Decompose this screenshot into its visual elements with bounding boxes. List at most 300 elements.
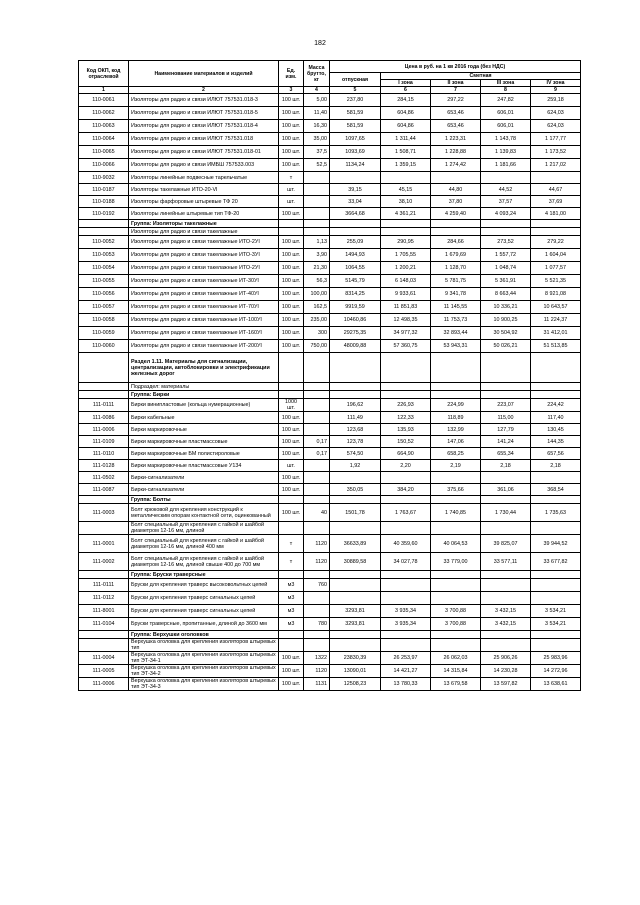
item-unit: 100 шт. <box>279 340 304 353</box>
zone2-price: 37,80 <box>431 196 481 208</box>
item-name: Бирки кабельные <box>129 412 279 424</box>
zone3-price: 115,00 <box>481 412 531 424</box>
zone2-price: 653,46 <box>431 107 481 120</box>
item-code: 111-0087 <box>79 484 129 496</box>
item-code: 110-0057 <box>79 301 129 314</box>
item-mass: 1120 <box>304 553 330 571</box>
item-code: 110-0188 <box>79 196 129 208</box>
zone4-price: 144,35 <box>531 436 581 448</box>
item-name: Бирки маркировочные БМ полистироловые <box>129 448 279 460</box>
group-row <box>79 496 581 504</box>
group-name: Группа: Бруски траверсные <box>129 571 279 579</box>
empty-cell <box>79 220 129 228</box>
empty-cell <box>79 391 129 399</box>
release-price: 111,49 <box>330 412 381 424</box>
item-unit: 100 шт. <box>279 288 304 301</box>
zone1-price: 290,95 <box>381 236 431 249</box>
zone1-price: 9 933,61 <box>381 288 431 301</box>
zone4-price: 31 412,01 <box>531 327 581 340</box>
release-price: 48009,88 <box>330 340 381 353</box>
zone3-price: 5 361,91 <box>481 275 531 288</box>
item-name: Изоляторы для радио и связи ИЛЮТ 757531.018-4 <box>129 120 279 133</box>
zone4-price: 279,22 <box>531 236 581 249</box>
empty-cell <box>304 631 330 639</box>
empty-cell <box>481 228 531 236</box>
empty-cell <box>279 228 304 236</box>
item-unit: 100 шт. <box>279 412 304 424</box>
header-zone1: I зона <box>381 80 431 87</box>
empty-cell <box>330 571 381 579</box>
item-code: 111-0001 <box>79 535 129 553</box>
item-name: Изоляторы для радио и связи ИЛЮТ 757531.018-3 <box>129 94 279 107</box>
zone1-price: 3 935,34 <box>381 605 431 618</box>
empty-cell <box>79 353 129 383</box>
zone2-price: 1 223,31 <box>431 133 481 146</box>
item-mass: 1120 <box>304 665 330 678</box>
table-row <box>79 107 581 120</box>
group-row <box>79 220 581 228</box>
zone1-price: 3 935,34 <box>381 618 431 631</box>
item-name: Изоляторы фарфоровые штыревые ТФ 20 <box>129 196 279 208</box>
zone1-price: 664,90 <box>381 448 431 460</box>
empty-cell <box>481 631 531 639</box>
header-mass: Масса брутто, кг <box>304 61 330 87</box>
item-code: 111-0002 <box>79 553 129 571</box>
table-row <box>79 472 581 484</box>
item-mass: 0,17 <box>304 436 330 448</box>
item-name: Болт специальный для крепления с гайкой и шайбой диаметром 12-16 мм, длиной 400 мм <box>129 535 279 553</box>
item-name: Изоляторы для радио и связи такелажные ИТО-2УI <box>129 236 279 249</box>
item-name: Верхушка оголовка для крепления изоляторов штыревых тип ЭТ-34-1 <box>129 652 279 665</box>
item-name: Бирки маркировочные <box>129 424 279 436</box>
zone2-price: 1 128,70 <box>431 262 481 275</box>
zone3-price: 3 432,15 <box>481 618 531 631</box>
zone3-price <box>481 172 531 184</box>
empty-cell <box>330 383 381 391</box>
empty-cell <box>279 631 304 639</box>
header-estimate: Сметная <box>381 73 581 80</box>
zone3-price: 13 597,82 <box>481 678 531 691</box>
zone3-price <box>481 472 531 484</box>
item-mass: 300 <box>304 327 330 340</box>
item-code: 111-0086 <box>79 412 129 424</box>
item-unit: 100 шт. <box>279 208 304 220</box>
item-mass <box>304 196 330 208</box>
empty-cell <box>531 631 581 639</box>
zone3-price: 606,01 <box>481 107 531 120</box>
table-row <box>79 146 581 159</box>
empty-cell <box>531 383 581 391</box>
item-unit: шт. <box>279 460 304 472</box>
item-unit: 100 шт. <box>279 275 304 288</box>
release-price <box>330 592 381 605</box>
zone1-price: 1 359,15 <box>381 159 431 172</box>
empty-cell <box>279 391 304 399</box>
release-price: 9919,59 <box>330 301 381 314</box>
zone3-price: 1 143,78 <box>481 133 531 146</box>
table-row <box>79 460 581 472</box>
item-mass: 780 <box>304 618 330 631</box>
item-unit: 100 шт. <box>279 678 304 691</box>
item-name: Изоляторы для радио и связи такелажные ИТ-70УI <box>129 301 279 314</box>
release-price: 1,92 <box>330 460 381 472</box>
zone4-price <box>531 592 581 605</box>
zone1-price: 4 361,21 <box>381 208 431 220</box>
table-row <box>79 535 581 553</box>
zone3-price: 1 557,72 <box>481 249 531 262</box>
zone3-price: 39 825,07 <box>481 535 531 553</box>
item-unit: т <box>279 535 304 553</box>
empty-cell <box>481 391 531 399</box>
zone1-price: 384,20 <box>381 484 431 496</box>
zone1-price: 604,86 <box>381 107 431 120</box>
item-mass <box>304 592 330 605</box>
item-code: 110-0061 <box>79 94 129 107</box>
col-index: 7 <box>431 87 481 94</box>
subheading-name: Изоляторы для радио и связи такелажные <box>129 228 279 236</box>
zone3-price: 10 900,25 <box>481 314 531 327</box>
empty-cell <box>330 220 381 228</box>
zone2-price <box>431 472 481 484</box>
zone3-price: 141,24 <box>481 436 531 448</box>
zone2-price: 1 679,69 <box>431 249 481 262</box>
item-name: Бруски траверсные, пропитанные, длиной до 3600 мм <box>129 618 279 631</box>
item-mass: 52,5 <box>304 159 330 172</box>
col-index: 6 <box>381 87 431 94</box>
empty-cell <box>381 383 431 391</box>
item-code: 110-0053 <box>79 249 129 262</box>
zone3-price: 30 504,92 <box>481 327 531 340</box>
item-unit: 100 шт. <box>279 652 304 665</box>
empty-cell <box>79 228 129 236</box>
item-mass: 0,17 <box>304 448 330 460</box>
item-unit: 100 шт. <box>279 236 304 249</box>
zone1-price: 284,15 <box>381 94 431 107</box>
item-code: 110-0058 <box>79 314 129 327</box>
table-row <box>79 327 581 340</box>
item-mass: 760 <box>304 579 330 592</box>
zone3-price: 1 181,66 <box>481 159 531 172</box>
item-name: Болт специальный для крепления с гайкой и шайбой диаметром 12-16 мм, длиной свыше 400 до 700 мм <box>129 553 279 571</box>
zone2-price: 118,89 <box>431 412 481 424</box>
zone1-price <box>381 579 431 592</box>
subheading-row <box>79 228 581 236</box>
zone1-price: 12 498,35 <box>381 314 431 327</box>
empty-cell <box>279 353 304 383</box>
item-code: 110-0062 <box>79 107 129 120</box>
release-price <box>330 172 381 184</box>
zone2-price <box>431 592 481 605</box>
release-price: 1064,55 <box>330 262 381 275</box>
zone2-price: 33 779,00 <box>431 553 481 571</box>
zone1-price: 45,15 <box>381 184 431 196</box>
item-code: 110-9032 <box>79 172 129 184</box>
zone1-price <box>381 472 431 484</box>
empty-cell <box>79 571 129 579</box>
header-zone2: II зона <box>431 80 481 87</box>
table-row <box>79 412 581 424</box>
table-row <box>79 424 581 436</box>
zone4-price: 1 173,52 <box>531 146 581 159</box>
release-price: 1494,93 <box>330 249 381 262</box>
zone4-price: 130,45 <box>531 424 581 436</box>
item-name: Изоляторы для радио и связи ИЛЮТ 757531.018 <box>129 133 279 146</box>
section-name: Раздел 1.11. Материалы для сигнализации, централизации, автоблокировки и электрификации железных дорог <box>129 353 279 383</box>
table-row <box>79 172 581 184</box>
empty-cell <box>304 639 330 652</box>
item-name: Изоляторы для радио и связи ИЛЮТ 757531.018-01 <box>129 146 279 159</box>
empty-cell <box>431 383 481 391</box>
zone4-price: 1 077,57 <box>531 262 581 275</box>
item-code: 111-0003 <box>79 504 129 522</box>
zone4-price: 1 604,04 <box>531 249 581 262</box>
table-row <box>79 678 581 691</box>
zone4-price: 4 181,00 <box>531 208 581 220</box>
empty-cell <box>431 220 481 228</box>
release-price: 1501,78 <box>330 504 381 522</box>
zone1-price: 604,86 <box>381 120 431 133</box>
zone1-price: 1 200,21 <box>381 262 431 275</box>
item-mass: 750,00 <box>304 340 330 353</box>
col-index: 8 <box>481 87 531 94</box>
table-row <box>79 399 581 412</box>
item-code: 110-0052 <box>79 236 129 249</box>
table-row <box>79 504 581 522</box>
empty-cell <box>330 228 381 236</box>
item-code: 110-0055 <box>79 275 129 288</box>
header-zone3: III зона <box>481 80 531 87</box>
item-code: 110-0192 <box>79 208 129 220</box>
zone4-price: 624,03 <box>531 120 581 133</box>
release-price: 237,80 <box>330 94 381 107</box>
zone4-price: 224,42 <box>531 399 581 412</box>
col-index: 3 <box>279 87 304 94</box>
item-unit: 100 шт. <box>279 472 304 484</box>
empty-cell <box>304 383 330 391</box>
item-unit: м3 <box>279 579 304 592</box>
item-mass <box>304 484 330 496</box>
zone2-price: 3 700,88 <box>431 618 481 631</box>
zone2-price: 658,25 <box>431 448 481 460</box>
empty-cell <box>79 496 129 504</box>
table-row <box>79 288 581 301</box>
item-unit <box>279 522 304 535</box>
zone4-price: 11 224,37 <box>531 314 581 327</box>
zone3-price: 44,52 <box>481 184 531 196</box>
zone3-price <box>481 579 531 592</box>
item-unit: м3 <box>279 605 304 618</box>
item-name: Изоляторы линейные штыревые тип ТФ-20 <box>129 208 279 220</box>
zone2-price: 53 943,31 <box>431 340 481 353</box>
item-code: 111-0006 <box>79 424 129 436</box>
zone2-price: 147,06 <box>431 436 481 448</box>
zone4-price: 39 944,52 <box>531 535 581 553</box>
zone4-price: 51 513,85 <box>531 340 581 353</box>
zone1-price <box>381 522 431 535</box>
item-code: 110-0054 <box>79 262 129 275</box>
item-code: 111-0112 <box>79 592 129 605</box>
header-zone4: IV зона <box>531 80 581 87</box>
item-code: 111-0111 <box>79 399 129 412</box>
empty-cell <box>79 631 129 639</box>
empty-cell <box>431 631 481 639</box>
item-unit: 100 шт. <box>279 504 304 522</box>
item-name: Бирки-сигнализатели <box>129 472 279 484</box>
item-mass <box>304 605 330 618</box>
release-price: 123,78 <box>330 436 381 448</box>
header-name: Наименование материалов и изделий <box>129 61 279 87</box>
empty-cell <box>304 353 330 383</box>
table-row <box>79 665 581 678</box>
item-unit: 100 шт. <box>279 314 304 327</box>
release-price: 12508,23 <box>330 678 381 691</box>
zone2-price: 1 274,42 <box>431 159 481 172</box>
empty-cell <box>481 496 531 504</box>
empty-cell <box>531 496 581 504</box>
table-row <box>79 196 581 208</box>
item-name: Изоляторы для радио и связи такелажные ИТ-160УI <box>129 327 279 340</box>
zone4-price <box>531 172 581 184</box>
zone4-price: 368,54 <box>531 484 581 496</box>
zone2-price: 2,19 <box>431 460 481 472</box>
item-mass: 11,40 <box>304 107 330 120</box>
item-mass: 1120 <box>304 535 330 553</box>
empty-cell <box>279 571 304 579</box>
release-price: 5145,79 <box>330 275 381 288</box>
item-mass <box>304 399 330 412</box>
table-row <box>79 652 581 665</box>
empty-cell <box>330 391 381 399</box>
item-name: Болт крюковой для крепления конструкций к металлическим опорам контактной сети, оцинкованный <box>129 504 279 522</box>
item-name: Изоляторы для радио и связи такелажные ИТ-100УI <box>129 314 279 327</box>
zone4-price: 37,69 <box>531 196 581 208</box>
item-code: 111-8001 <box>79 605 129 618</box>
zone4-price: 8 921,08 <box>531 288 581 301</box>
item-mass: 100,00 <box>304 288 330 301</box>
item-mass: 235,00 <box>304 314 330 327</box>
release-price: 13090,01 <box>330 665 381 678</box>
item-code: 111-0006 <box>79 678 129 691</box>
item-name: Изоляторы для радио и связи такелажные ИТО-2УI <box>129 262 279 275</box>
item-name: Верхушка оголовка для крепления изоляторов штыревых тип ЭТ-34-3 <box>129 678 279 691</box>
zone2-price: 132,99 <box>431 424 481 436</box>
zone3-price: 2,18 <box>481 460 531 472</box>
zone2-price: 40 064,53 <box>431 535 481 553</box>
release-price: 10460,86 <box>330 314 381 327</box>
table-row <box>79 301 581 314</box>
empty-cell <box>481 383 531 391</box>
group-name: Группа: Болты <box>129 496 279 504</box>
zone3-price: 37,57 <box>481 196 531 208</box>
item-mass: 1322 <box>304 652 330 665</box>
zone3-price: 1 730,44 <box>481 504 531 522</box>
empty-cell <box>330 639 381 652</box>
item-name: Изоляторы для радио и связи такелажные ИТ-40УI <box>129 288 279 301</box>
item-name: Изоляторы для радио и связи такелажные ИТ-200УI <box>129 340 279 353</box>
item-code: 110-0059 <box>79 327 129 340</box>
item-code: 111-0110 <box>79 448 129 460</box>
zone2-price: 13 679,58 <box>431 678 481 691</box>
release-price <box>330 579 381 592</box>
table-row <box>79 314 581 327</box>
item-mass <box>304 424 330 436</box>
item-mass <box>304 208 330 220</box>
subheading-name: Подраздел: материалы <box>129 383 279 391</box>
table-row <box>79 133 581 146</box>
item-mass: 1,13 <box>304 236 330 249</box>
empty-cell <box>531 220 581 228</box>
empty-cell <box>304 391 330 399</box>
item-unit: шт. <box>279 184 304 196</box>
empty-cell <box>304 496 330 504</box>
empty-cell <box>431 228 481 236</box>
item-unit: 100 шт. <box>279 665 304 678</box>
col-index: 2 <box>129 87 279 94</box>
zone2-price: 4 259,40 <box>431 208 481 220</box>
zone3-price: 1 139,83 <box>481 146 531 159</box>
zone3-price: 1 048,74 <box>481 262 531 275</box>
empty-cell <box>279 220 304 228</box>
item-code: 111-0005 <box>79 665 129 678</box>
item-code: 111-0104 <box>79 618 129 631</box>
zone1-price: 1 763,67 <box>381 504 431 522</box>
zone2-price: 9 341,78 <box>431 288 481 301</box>
zone4-price: 624,03 <box>531 107 581 120</box>
release-price: 30889,58 <box>330 553 381 571</box>
table-row <box>79 236 581 249</box>
item-unit: м3 <box>279 618 304 631</box>
empty-cell <box>531 228 581 236</box>
table-row <box>79 184 581 196</box>
item-name: Бруски для крепления траверс сигнальных цепей <box>129 592 279 605</box>
item-unit: 100 шт. <box>279 146 304 159</box>
zone3-price: 8 663,44 <box>481 288 531 301</box>
empty-cell <box>330 353 381 383</box>
subheading-row <box>79 383 581 391</box>
zone4-price: 5 521,35 <box>531 275 581 288</box>
item-unit: 100 шт. <box>279 133 304 146</box>
zone1-price: 40 359,60 <box>381 535 431 553</box>
empty-cell <box>330 631 381 639</box>
table-row <box>79 249 581 262</box>
zone2-price: 14 315,84 <box>431 665 481 678</box>
empty-cell <box>531 639 581 652</box>
zone4-price: 3 534,21 <box>531 605 581 618</box>
zone1-price <box>381 172 431 184</box>
item-mass: 35,00 <box>304 133 330 146</box>
zone4-price: 117,40 <box>531 412 581 424</box>
item-unit: 100 шт. <box>279 436 304 448</box>
item-unit: 100 шт. <box>279 424 304 436</box>
group-name: Группа: Верхушки оголовков <box>129 631 279 639</box>
zone4-price: 10 643,57 <box>531 301 581 314</box>
zone4-price <box>531 579 581 592</box>
table-row <box>79 484 581 496</box>
release-price: 39,15 <box>330 184 381 196</box>
item-mass: 37,5 <box>304 146 330 159</box>
item-mass: 1131 <box>304 678 330 691</box>
item-unit: 100 шт. <box>279 249 304 262</box>
release-price: 123,68 <box>330 424 381 436</box>
release-price: 1093,69 <box>330 146 381 159</box>
item-mass: 56,3 <box>304 275 330 288</box>
empty-cell <box>330 496 381 504</box>
item-name: Изоляторы для радио и связи такелажные ИТ-30УI <box>129 275 279 288</box>
zone3-price: 247,82 <box>481 94 531 107</box>
zone1-price: 13 780,33 <box>381 678 431 691</box>
zone1-price: 11 851,83 <box>381 301 431 314</box>
item-name: Бруски для крепления траверс сигнальных цепей <box>129 605 279 618</box>
